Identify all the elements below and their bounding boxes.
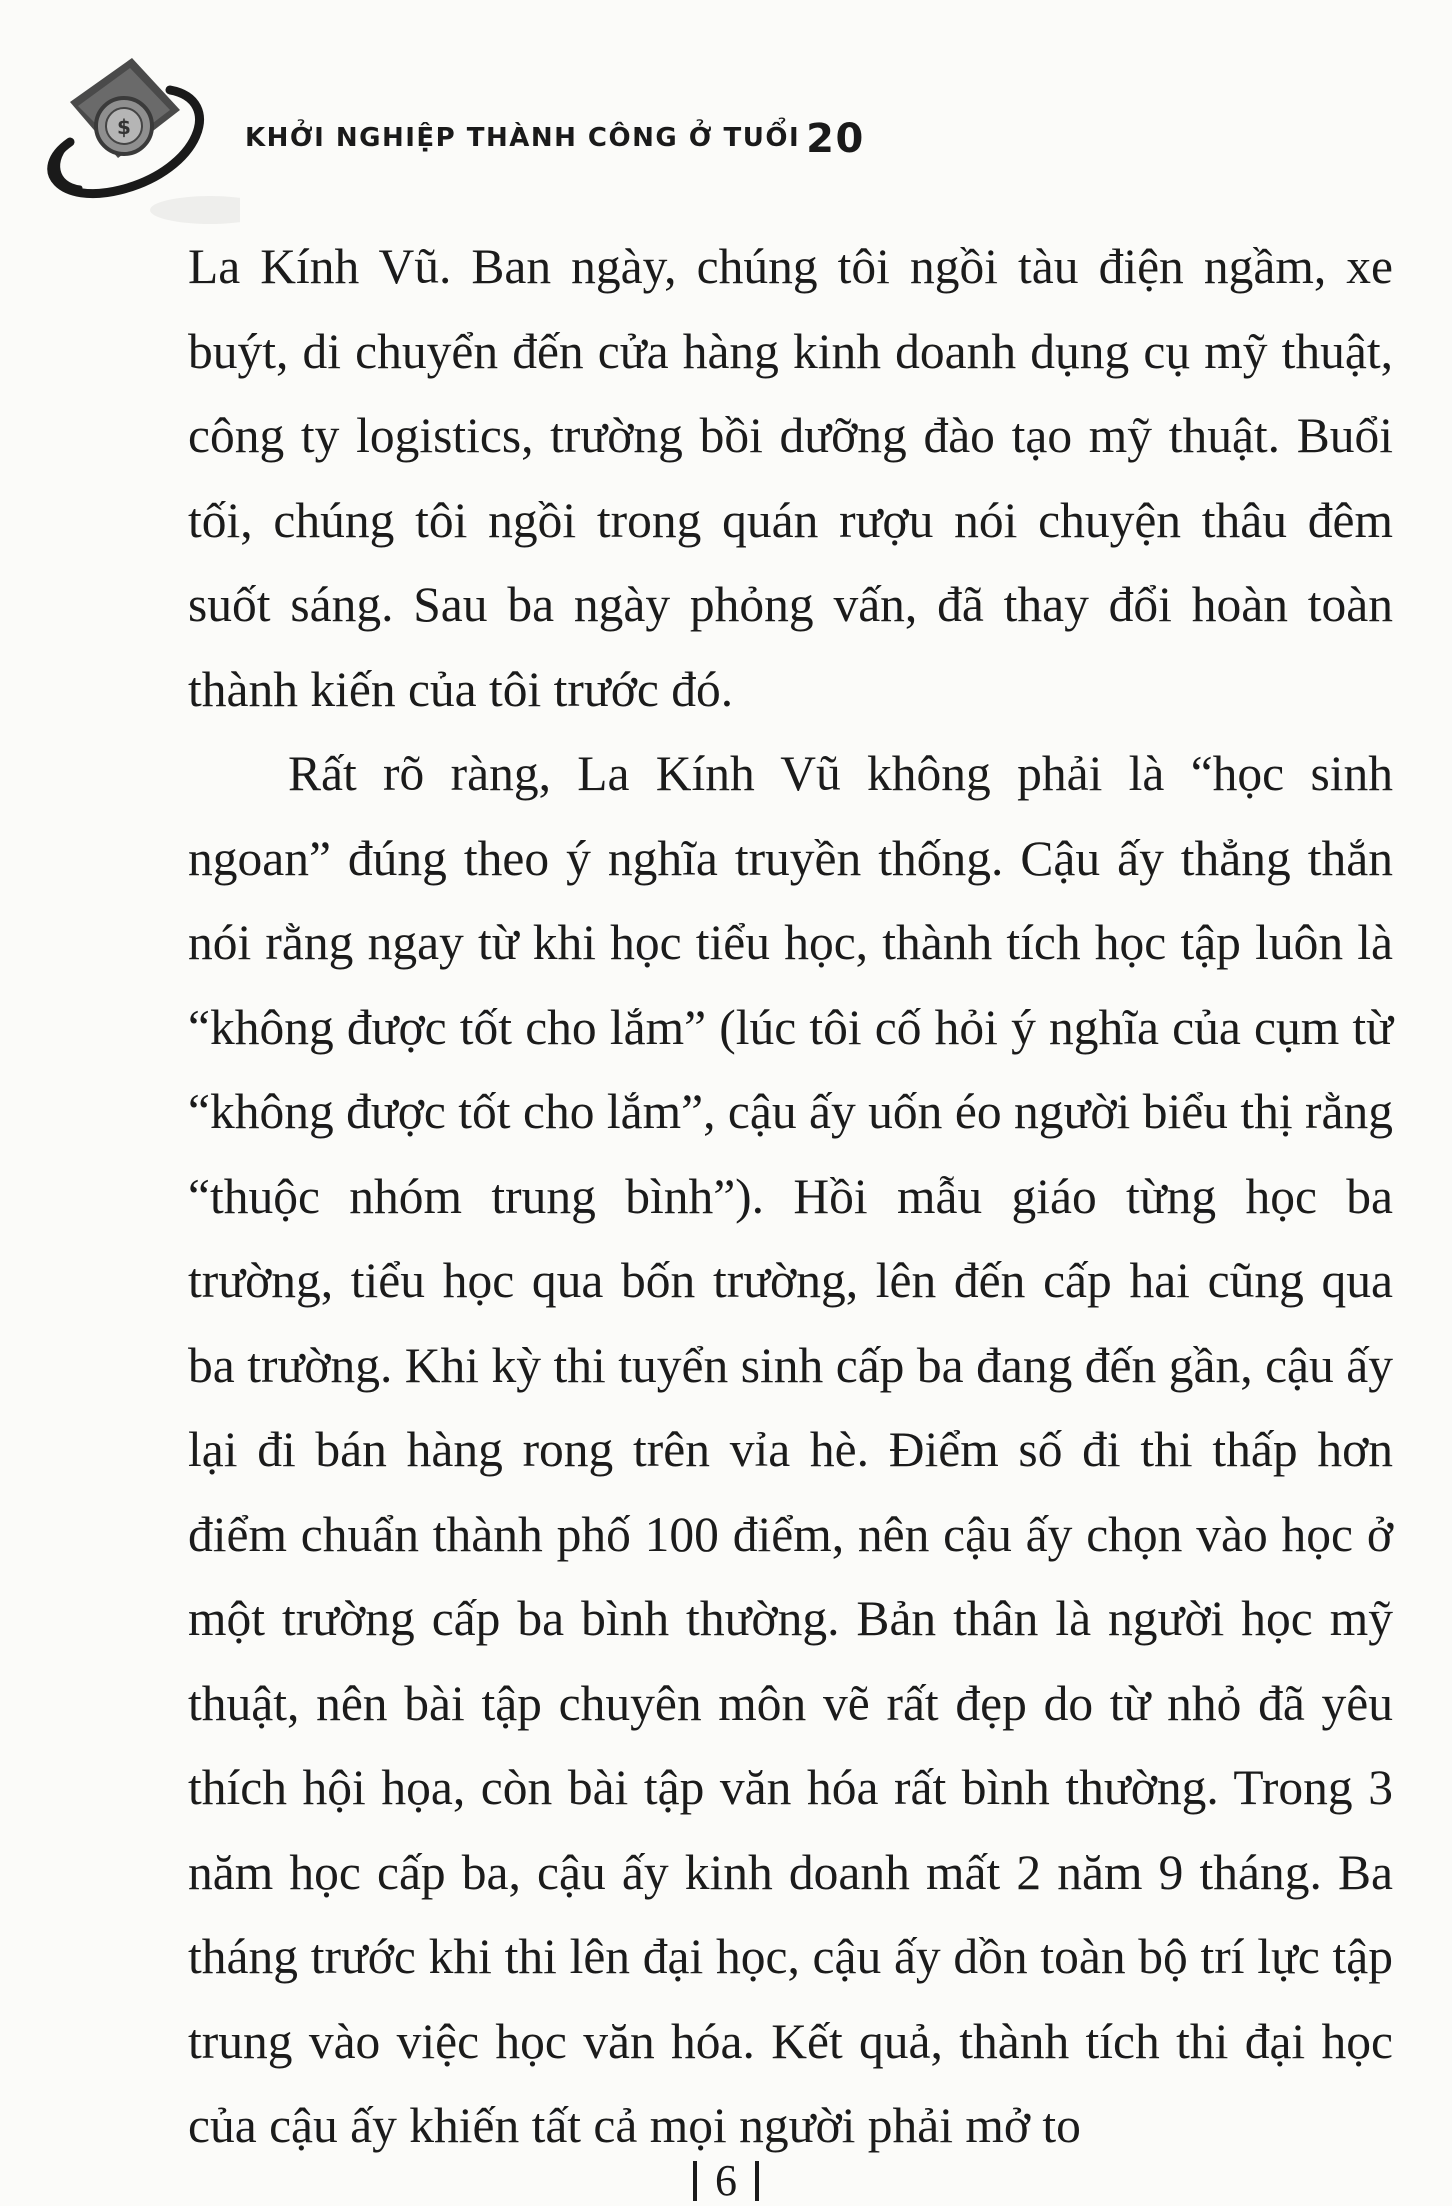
- page-number: [0, 2155, 1452, 2206]
- page-number-value: 6: [715, 2156, 737, 2205]
- money-swirl-icon: [40, 50, 240, 230]
- svg-text:$: $: [117, 115, 131, 139]
- body-text: [188, 225, 1393, 2169]
- paragraph-2: Rất rõ ràng, La Kính Vũ không phải là “học sinh ngoan” đúng theo ý nghĩa truyền thống. Cậu ấy thẳng thắn nói rằng ngay từ khi học tiểu học, thành tích học tập luôn là “không được tốt cho lắm” (lúc tôi cố hỏi ý nghĩa của cụm từ “không được tốt cho lắm”, cậu ấy uốn éo người biểu thị rằng “thuộc nhóm trung bình”). Hồi mẫu giáo từng học ba trường, tiểu học qua bốn trường, lên đến cấp hai cũng qua ba trường. Khi kỳ thi tuyển sinh cấp ba đang đến gần, cậu ấy lại đi bán hàng rong trên vỉa hè. Điểm số đi thi thấp hơn điểm chuẩn thành phố 100 điểm, nên cậu ấy chọn vào học ở một trường cấp ba bình thường. Bản thân là người học mỹ thuật, nên bài tập chuyên môn vẽ rất đẹp do từ nhỏ đã yêu thích hội họa, còn bài tập văn hóa rất bình thường. Trong 3 năm học cấp ba, cậu ấy kinh doanh mất 2 năm 9 tháng. Ba tháng trước khi thi lên đại học, cậu ấy dồn toàn bộ trí lực tập trung vào việc học văn hóa. Kết quả, thành tích thi đại học của cậu ấy khiến tất cả mọi người phải mở to: [188, 746, 1393, 2153]
- running-head: [245, 116, 865, 162]
- page-header: [40, 50, 1420, 250]
- running-head-number: 20: [806, 116, 865, 162]
- page-number-right-bar: [755, 2161, 759, 2201]
- paragraph-1: La Kính Vũ. Ban ngày, chúng tôi ngồi tàu điện ngầm, xe buýt, di chuyển đến cửa hàng kinh doanh dụng cụ mỹ thuật, công ty logistics, trường bồi dưỡng đào tạo mỹ thuật. Buổi tối, chúng tôi ngồi trong quán rượu nói chuyện thâu đêm suốt sáng. Sau ba ngày phỏng vấn, đã thay đổi hoàn toàn thành kiến của tôi trước đó.: [188, 239, 1393, 717]
- running-head-title: KHỞI NGHIỆP THÀNH CÔNG Ở TUỔI: [245, 123, 801, 153]
- page-number-left-bar: [693, 2161, 697, 2201]
